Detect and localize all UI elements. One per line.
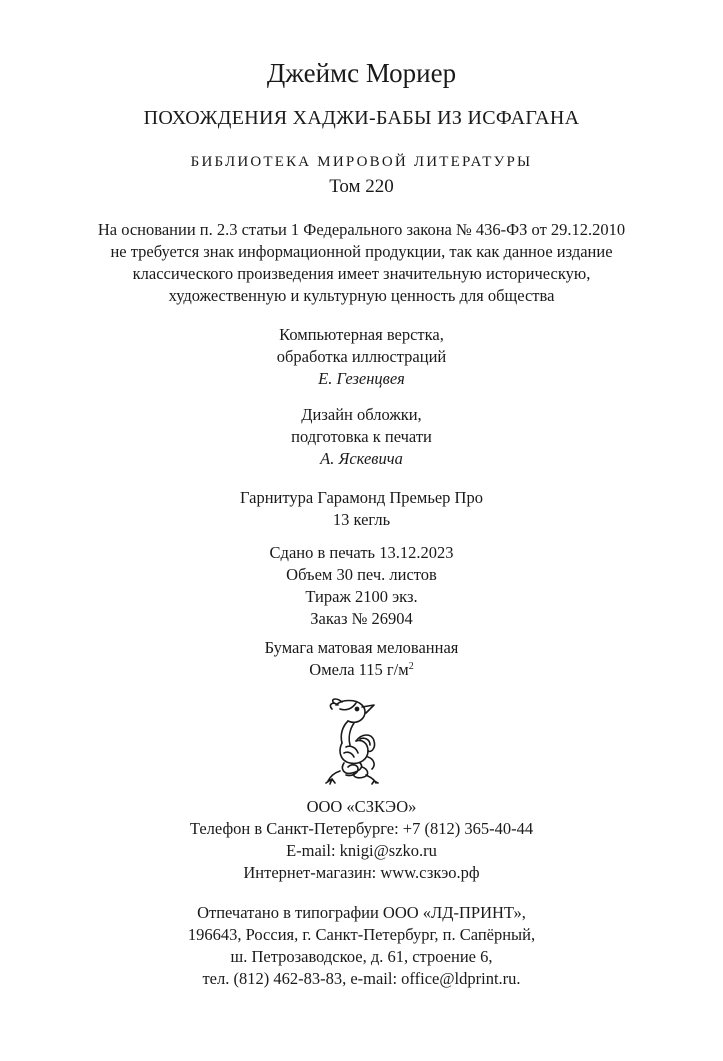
series-name: БИБЛИОТЕКА МИРОВОЙ ЛИТЕРАТУРЫ — [190, 154, 533, 170]
griffin-emblem-icon — [322, 697, 380, 785]
paper-info — [0, 637, 723, 681]
printer-info — [0, 902, 723, 990]
print-info — [0, 542, 723, 630]
paper-grade-superscript: 2 — [408, 661, 414, 672]
print-circulation-line: Тираж 2100 экз. — [305, 587, 418, 606]
publisher-shop: Интернет-магазин: www.сзкэо.рф — [243, 863, 480, 882]
typeface-size-line: 13 кегль — [332, 510, 391, 529]
notice-line: художественную и культурную ценность для общества — [168, 286, 555, 305]
paper-grade-text: Омела 115 г/м — [309, 660, 409, 679]
notice-line: классического произведения имеет значительную историческую, — [132, 264, 591, 283]
layout-role-line: обработка иллюстраций — [276, 347, 447, 366]
printer-line: 196643, Россия, г. Санкт-Петербург, п. Сапёрный, — [187, 925, 536, 944]
print-date-line: Сдано в печать 13.12.2023 — [269, 543, 454, 562]
cover-person-name: А. Яскевича — [320, 449, 403, 468]
print-volume-line: Объем 30 печ. листов — [286, 565, 437, 584]
paper-type-line: Бумага матовая мелованная — [264, 638, 459, 657]
typeface-font-line: Гарнитура Гарамонд Премьер Про — [240, 488, 483, 507]
layout-role-line: Компьютерная верстка, — [279, 325, 444, 344]
publisher-email: E-mail: knigi@szko.ru — [286, 841, 437, 860]
layout-credit — [0, 324, 723, 390]
publisher-name: ООО «СЗКЭО» — [306, 797, 417, 816]
publisher-phone: Телефон в Санкт-Петербурге: +7 (812) 365-40-44 — [189, 819, 534, 838]
volume-number: Том 220 — [329, 176, 394, 197]
book-title: ПОХОЖДЕНИЯ ХАДЖИ-БАБЫ ИЗ ИСФАГАНА — [143, 107, 580, 129]
cover-credit — [0, 404, 723, 470]
print-order-line: Заказ № 26904 — [310, 609, 413, 628]
cover-role-line: Дизайн обложки, — [301, 405, 422, 424]
layout-person-name: Е. Гезенцвея — [318, 369, 405, 388]
printer-line: ш. Петрозаводское, д. 61, строение 6, — [230, 947, 493, 966]
printer-line: Отпечатано в типографии ООО «ЛД-ПРИНТ», — [197, 903, 526, 922]
printer-line: тел. (812) 462-83-83, e-mail: office@ldprint.ru. — [202, 969, 521, 988]
publisher-info — [0, 796, 723, 884]
notice-line: На основании п. 2.3 статьи 1 Федерального закона № 436-ФЗ от 29.12.2010 — [97, 220, 626, 239]
notice-line: не требуется знак информационной продукции, так как данное издание — [110, 242, 613, 261]
cover-role-line: подготовка к печати — [291, 427, 432, 446]
book-author: Джеймс Мориер — [266, 58, 457, 88]
legal-notice — [0, 219, 723, 307]
typeface-info — [0, 487, 723, 531]
paper-grade-line — [0, 659, 723, 681]
